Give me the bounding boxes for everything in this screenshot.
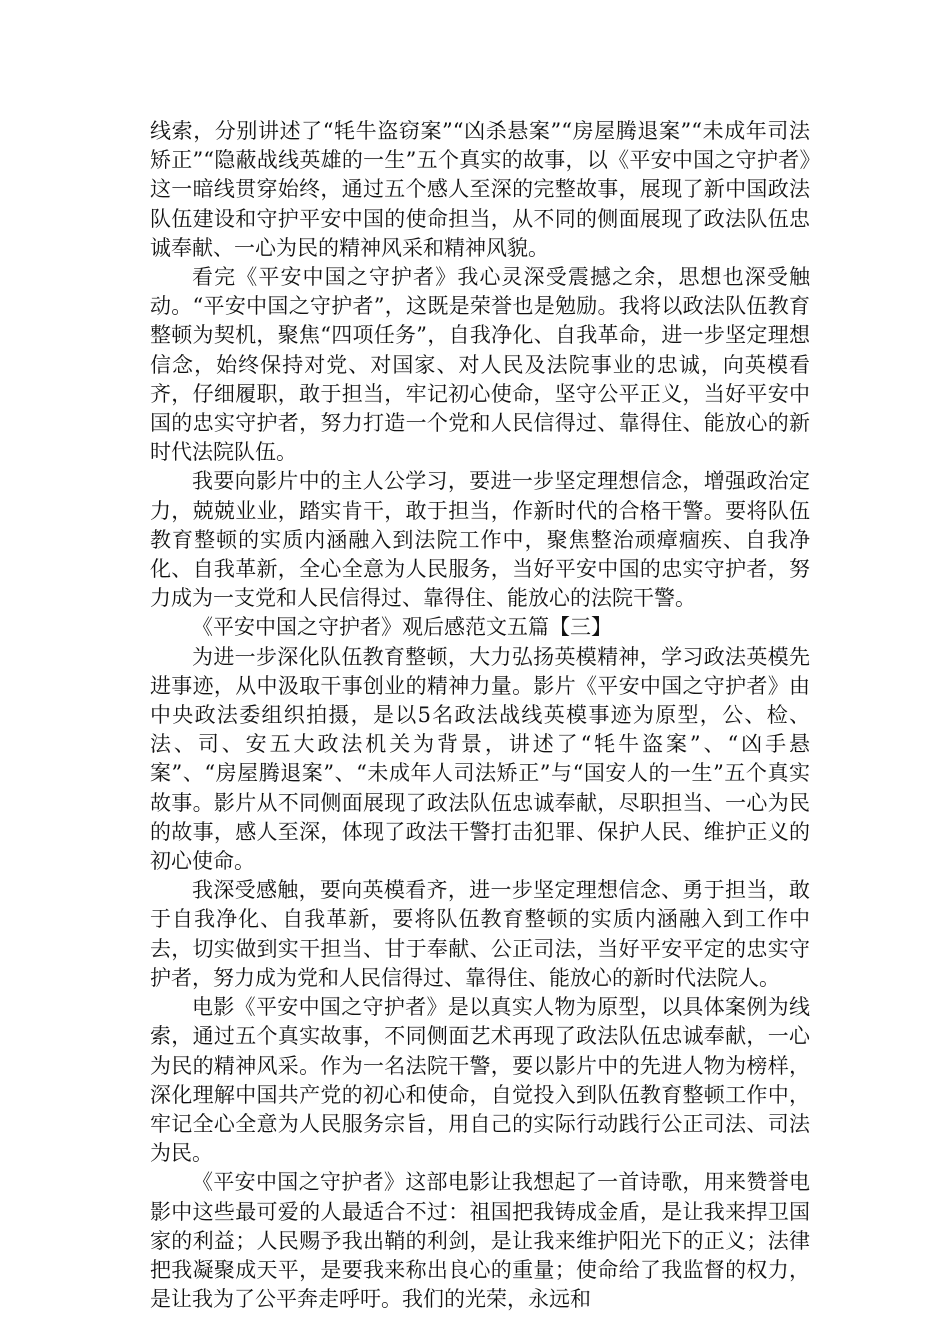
section-heading: 《平安中国之守护者》观后感范文五篇【三】 [192,615,612,640]
document-body [150,117,810,1314]
paragraph: 电影《平安中国之守护者》是以真实人物为原型，以具体案例为线索，通过五个真实故事，不同侧面艺术再现了政法队伍忠诚奉献，一心为民的精神风采。作为一名法院干警，要以影片中的先进人物为榜样，深化理解中国共产党的初心和使命，自觉投入到队伍教育整顿工作中，牢记全心全意为人民服务宗旨，用自己的实际行动践行公正司法、司法为民。 [150,995,810,1166]
paragraph: 《平安中国之守护者》这部电影让我想起了一首诗歌，用来赞誉电影中这些最可爱的人最适合不过：祖国把我铸成金盾，是让我来捍卫国家的利益；人民赐予我出鞘的利剑，是让我来维护阳光下的正义；法律把我凝聚成天平，是要我来称出良心的重量；使命给了我监督的权力，是让我为了公平奔走呼吁。我们的光荣，永远和 [150,1170,810,1312]
paragraph: 我要向影片中的主人公学习，要进一步坚定理想信念，增强政治定力，兢兢业业，踏实肯干，敢于担当，作新时代的合格干警。要将队伍教育整顿的实质内涵融入到法院工作中，聚焦整治顽瘴痼疾、自我净化、自我革新，全心全意为人民服务，当好平安中国的忠实守护者，努力成为一支党和人民信得过、靠得住、能放心的法院干警。 [150,469,810,611]
paragraph: 我深受感触，要向英模看齐，进一步坚定理想信念、勇于担当，敢于自我净化、自我革新，要将队伍教育整顿的实质内涵融入到工作中去，切实做到实干担当、甘于奉献、公正司法，当好平安平定的忠实守护者，努力成为党和人民信得过、靠得住、能放心的新时代法院人。 [150,878,810,990]
paragraph: 为进一步深化队伍教育整顿，大力弘扬英模精神，学习政法英模先进事迹，从中汲取干事创业的精神力量。影片《平安中国之守护者》由中央政法委组织拍摄，是以5名政法战线英模事迹为原型，公、检、法、司、安五大政法机关为背景，讲述了“牦牛盗案”、“凶手悬案”、“房屋腾退案”、“未成年人司法矫正”与“国安人的一生”五个真实故事。影片从不同侧面展现了政法队伍忠诚奉献，尽职担当、一心为民的故事，感人至深，体现了政法干警打击犯罪、保护人民、维护正义的初心使命。 [150,644,810,874]
paragraph-continuation: 线索，分别讲述了“牦牛盗窃案”“凶杀悬案”“房屋腾退案”“未成年司法矫正”“隐蔽战线英雄的一生”五个真实的故事，以《平安中国之守护者》这一暗线贯穿始终，通过五个感人至深的完整故事，展现了新中国政法队伍建设和守护平安中国的使命担当，从不同的侧面展现了政法队伍忠诚奉献、一心为民的精神风采和精神风貌。 [150,119,810,260]
paragraph: 看完《平安中国之守护者》我心灵深受震撼之余，思想也深受触动。“平安中国之守护者”，这既是荣誉也是勉励。我将以政法队伍教育整顿为契机，聚焦“四项任务”，自我净化、自我革命，进一步坚定理想信念，始终保持对党、对国家、对人民及法院事业的忠诚，向英模看齐，仔细履职，敢于担当，牢记初心使命，坚守公平正义，当好平安中国的忠实守护者，努力打造一个党和人民信得过、靠得住、能放心的新时代法院队伍。 [150,265,810,465]
